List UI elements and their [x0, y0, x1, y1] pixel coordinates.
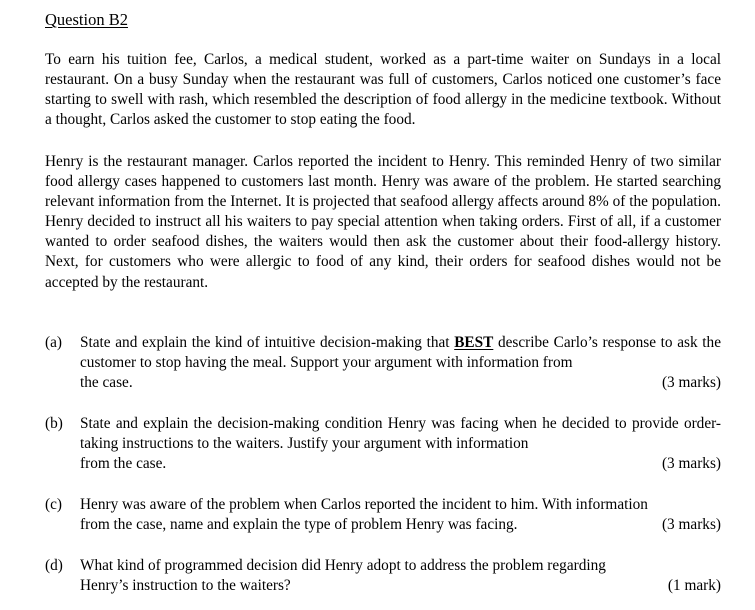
- sub-question-text: State and explain the decision-making condition Henry was facing when he decided to provide order-taking instructions to the waiters. Justify your argument with information: [80, 415, 721, 453]
- sub-question-label: (a): [45, 334, 62, 351]
- sub-question-text-end: from the case, name and explain the type of problem Henry was facing.: [80, 516, 518, 534]
- marks-label: (3 marks): [661, 374, 721, 392]
- sub-question-last-line: [80, 373, 721, 393]
- sub-question-d: [45, 556, 721, 596]
- question-heading: Question B2: [45, 10, 128, 29]
- case-paragraph-2: Henry is the restaurant manager. Carlos reported the incident to Henry. This reminded Henry of two similar food allergy cases happened to customers last month. Henry was aware of the problem. He started searching relevant information from the Internet. It is projected that seafood allergy affects around 8% of the population. Henry decided to instruct all his waiters to pay special attention when taking orders. First of all, if a customer wanted to order seafood dishes, the waiters would then ask the customer about their food-allergy history. Next, for customers who were allergic to food of any kind, their orders for seafood dishes would not be accepted by the restaurant.: [45, 153, 721, 291]
- sub-question-last-line: [80, 515, 721, 535]
- sub-question-text-part: State and explain the kind of intuitive decision-making that: [80, 334, 455, 351]
- sub-question-text-part: describe Carlo’s response to ask the customer to stop having the meal. Support your argument with information from: [80, 334, 721, 372]
- sub-question-b: [45, 414, 721, 474]
- sub-question-a: [45, 333, 721, 393]
- sub-question-label: (b): [45, 415, 63, 432]
- emphasis-best: BEST: [454, 334, 494, 351]
- sub-question-last-line: [80, 576, 721, 596]
- case-paragraph-1: To earn his tuition fee, Carlos, a medical student, worked as a part-time waiter on Sundays in a local restaurant. On a busy Sunday when the restaurant was full of customers, Carlos noticed one customer’s face starting to swell with rash, which resembled the description of food allergy in the medicine textbook. Without a thought, Carlos asked the customer to stop eating the food.: [45, 51, 721, 129]
- sub-question-text-end: the case.: [80, 374, 133, 392]
- marks-label: (1 mark): [667, 577, 721, 595]
- sub-question-c: [45, 495, 721, 535]
- sub-question-label: (c): [45, 496, 62, 513]
- sub-question-text-end: from the case.: [80, 455, 167, 473]
- sub-question-text: What kind of programmed decision did Henry adopt to address the problem regarding: [80, 557, 606, 574]
- sub-question-text-end: Henry’s instruction to the waiters?: [80, 577, 291, 595]
- marks-label: (3 marks): [661, 455, 721, 473]
- sub-question-text: [80, 333, 721, 373]
- sub-question-text: Henry was aware of the problem when Carlos reported the incident to him. With information: [80, 496, 648, 513]
- sub-question-last-line: [80, 454, 721, 474]
- marks-label: (3 marks): [661, 516, 721, 534]
- sub-question-label: (d): [45, 557, 63, 574]
